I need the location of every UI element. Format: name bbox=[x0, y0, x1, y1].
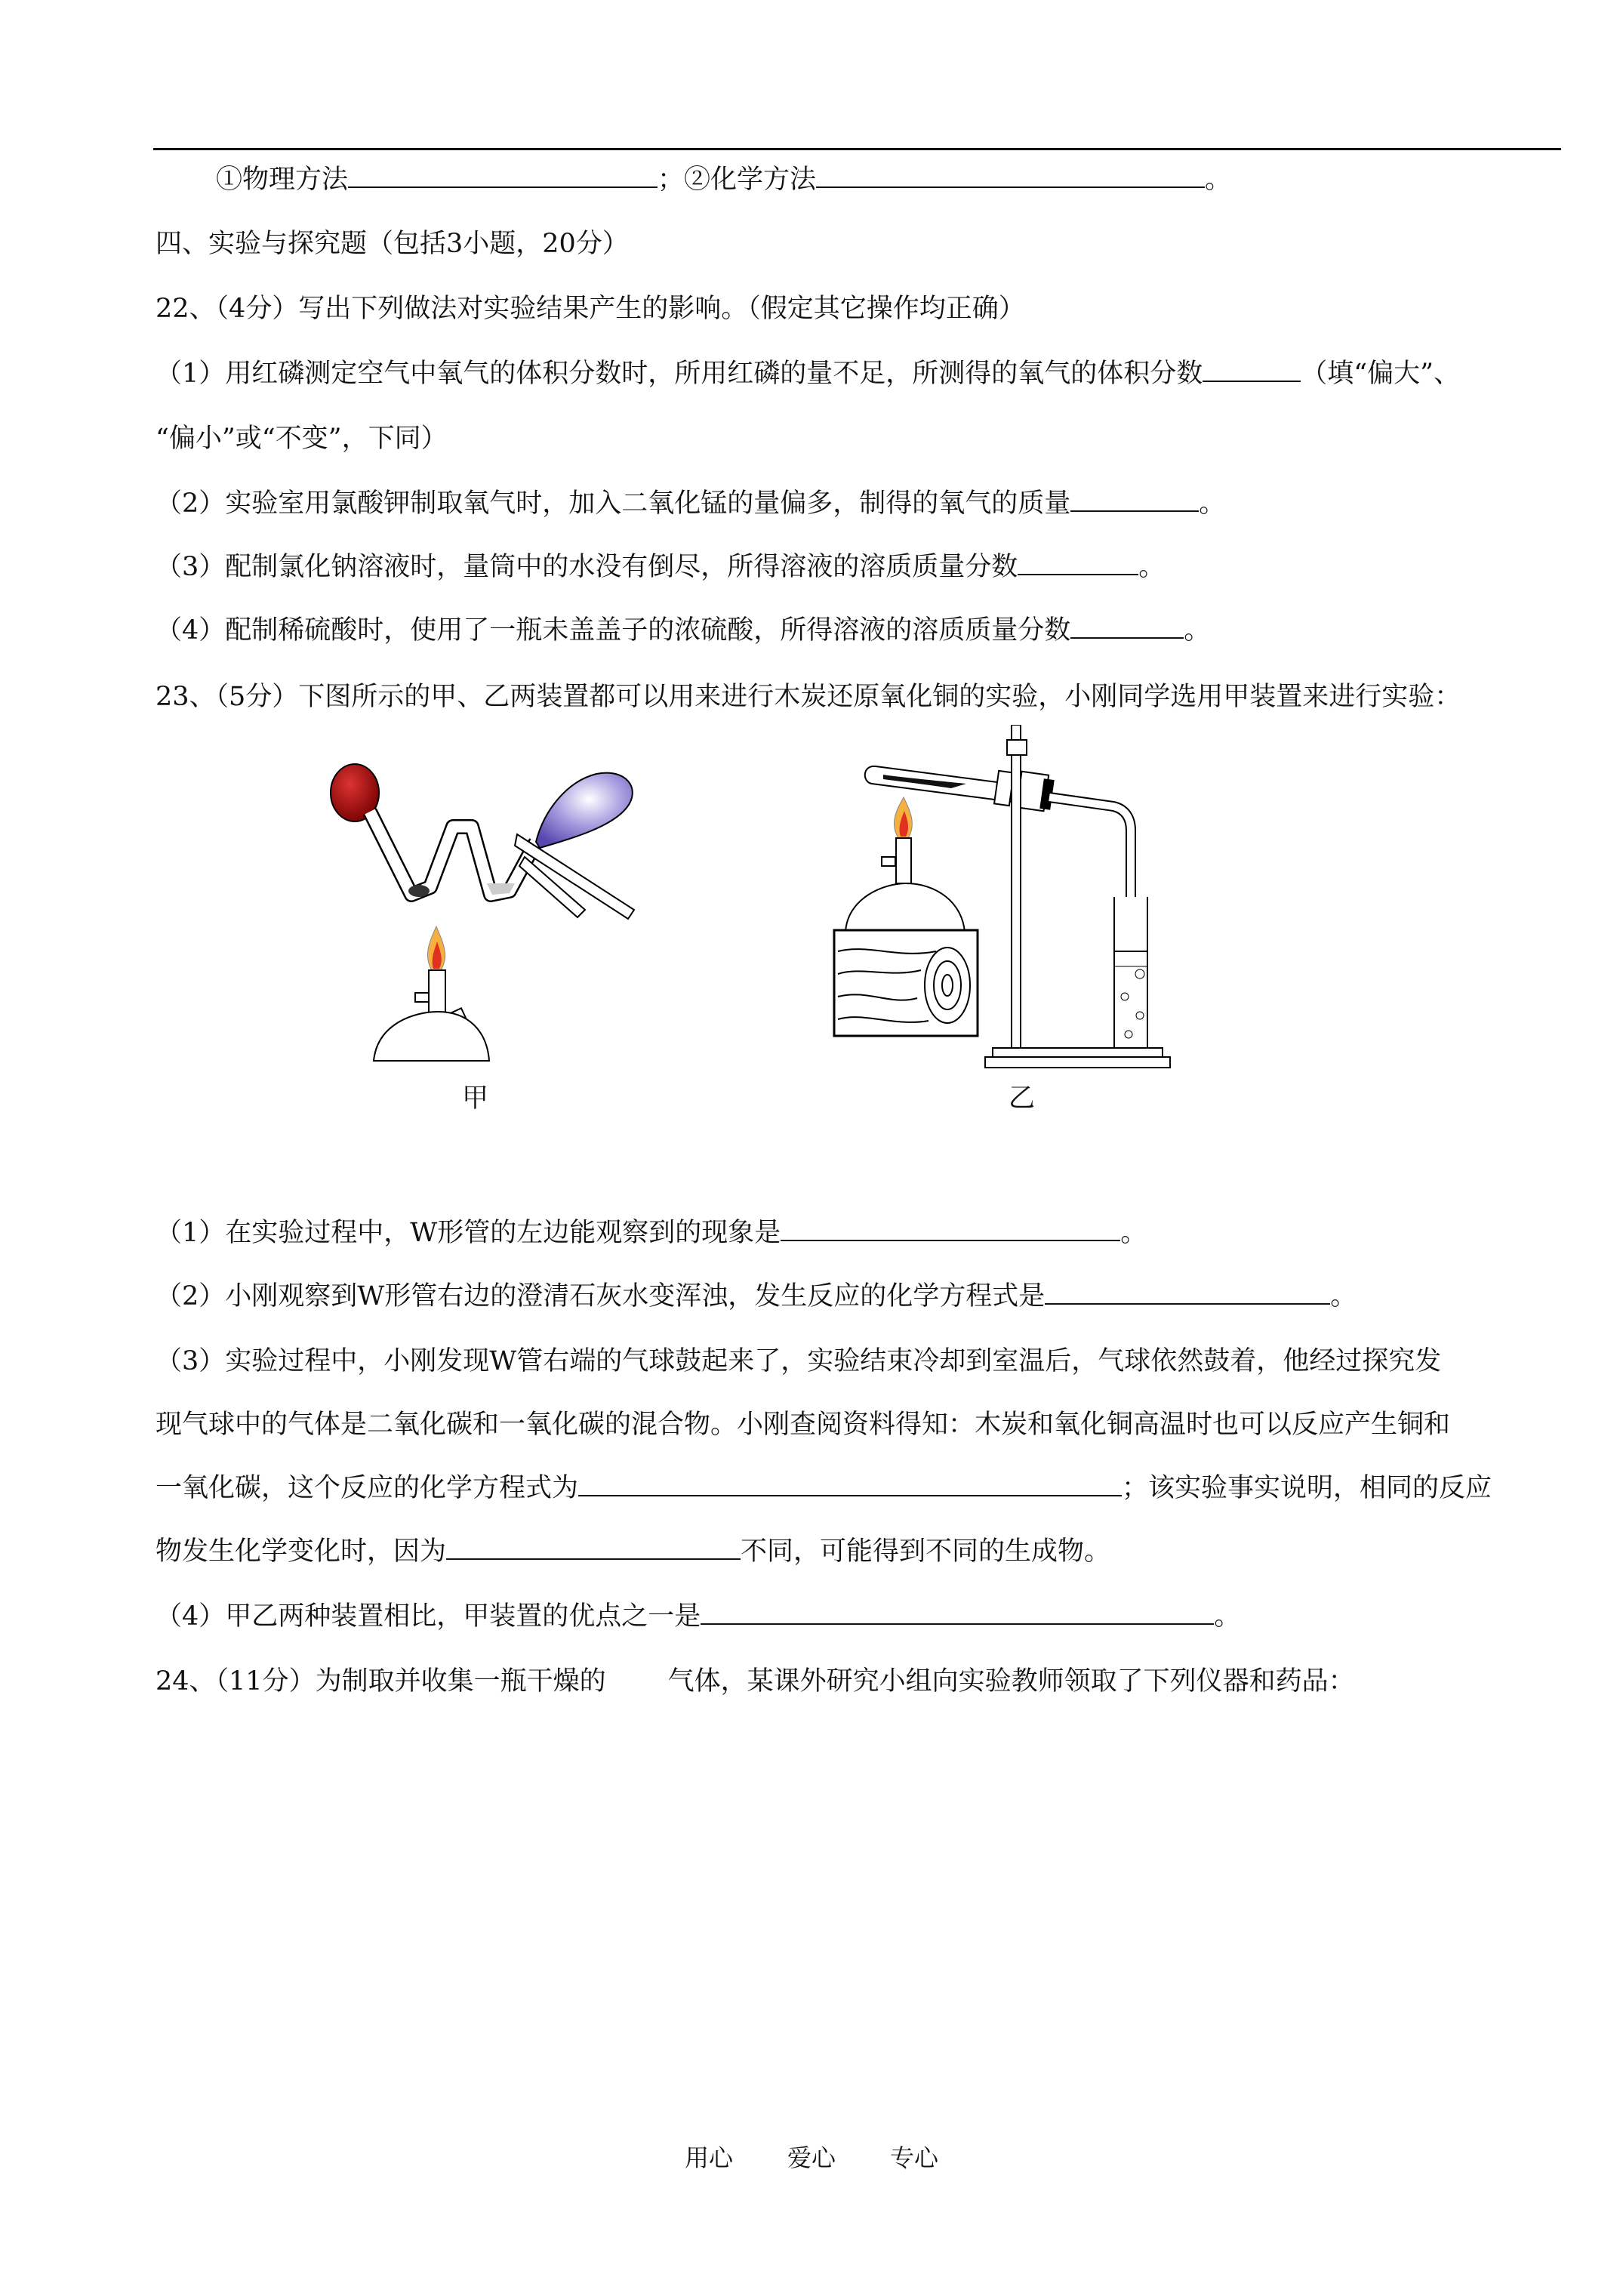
q23-item2: （2）小刚观察到W形管右边的澄清石灰水变浑浊，发生反应的化学方程式是 。 bbox=[156, 1277, 1357, 1315]
q23-item1: （1）在实验过程中，W形管的左边能观察到的现象是 。 bbox=[156, 1214, 1147, 1252]
q24-title: 24、（11分）为制取并收集一瓶干燥的 气体，某课外研究小组向实验教师领取了下列仪器和药品： bbox=[156, 1666, 1355, 1697]
q23-item4: （4）甲乙两种装置相比，甲装置的优点之一是 。 bbox=[156, 1598, 1240, 1635]
q22-item1: （1）用红磷测定空气中氧气的体积分数时，所用红磷的量不足，所测得的氧气的体积分数 （填“偏大”、 bbox=[156, 355, 1460, 393]
q22-item1-blank[interactable] bbox=[1203, 355, 1301, 382]
q22-item4-blank[interactable] bbox=[1070, 612, 1184, 639]
q22-item3-blank[interactable] bbox=[1018, 548, 1138, 575]
q23-item3-reason-blank[interactable] bbox=[446, 1533, 741, 1560]
q22-item4: （4）配制稀硫酸时，使用了一瓶未盖盖子的浓硫酸，所得溶液的溶质质量分数 。 bbox=[156, 612, 1210, 649]
q23-item3-line2: 现气球中的气体是二氧化碳和一氧化碳的混合物。小刚查阅资料得知：木炭和氧化铜高温时也可以反应产生铜和 bbox=[156, 1410, 1451, 1440]
q23-item3-line3: 一氧化碳，这个反应的化学方程式为 ；该实验事实说明，相同的反应 bbox=[156, 1469, 1492, 1507]
physical-method-blank[interactable] bbox=[348, 161, 658, 188]
physical-method-label: ①物理方法 bbox=[216, 165, 349, 195]
q22-item2-blank[interactable] bbox=[1070, 485, 1199, 512]
q23-title: 23、（5分）下图所示的甲、乙两装置都可以用来进行木炭还原氧化铜的实验，小刚同学选用甲装置来进行实验： bbox=[156, 682, 1461, 712]
burner-base bbox=[374, 1012, 489, 1061]
q22-item3: （3）配制氯化钠溶液时，量筒中的水没有倒尽，所得溶液的溶质质量分数 。 bbox=[156, 548, 1165, 586]
w-tube-apparatus-figure bbox=[317, 751, 649, 1068]
q23-item1-blank[interactable] bbox=[781, 1214, 1120, 1241]
receiving-test-tube bbox=[1114, 897, 1147, 1060]
fig-label-yi: 乙 bbox=[1009, 1083, 1036, 1114]
methods-line: ①物理方法 ；②化学方法 。 bbox=[216, 161, 1231, 199]
q22-title: 22、（4分）写出下列做法对实验结果产生的影响。（假定其它操作均正确） bbox=[156, 294, 1025, 324]
q23-item3-line1: （3）实验过程中，小刚发现W管右端的气球鼓起来了，实验结束冷却到室温后，气球依然鼓着，他经过探究发 bbox=[156, 1346, 1442, 1376]
q23-item2-blank[interactable] bbox=[1045, 1277, 1330, 1305]
q23-item4-blank[interactable] bbox=[701, 1598, 1214, 1625]
fig-label-jia: 甲 bbox=[462, 1083, 489, 1114]
section-heading: 四、实验与探究题（包括3小题，20分） bbox=[156, 229, 629, 259]
header-rule bbox=[153, 148, 1561, 150]
reagent-powder bbox=[408, 885, 430, 897]
test-tube-stand-apparatus-figure bbox=[823, 725, 1178, 1072]
chemical-method-label: ②化学方法 bbox=[684, 165, 817, 195]
q22-item2: （2）实验室用氯酸钾制取氧气时，加入二氧化锰的量偏多，制得的氧气的质量 。 bbox=[156, 485, 1225, 522]
purple-balloon bbox=[536, 773, 633, 848]
q23-item3-line4: 物发生化学变化时，因为 不同，可能得到不同的生成物。 bbox=[156, 1533, 1110, 1570]
q22-item1-cont: “偏小”或“不变”，下同） bbox=[156, 424, 448, 454]
page-footer: 用心 爱心 专心 bbox=[684, 2143, 939, 2172]
q23-item3-equation-blank[interactable] bbox=[578, 1469, 1122, 1496]
stand-rod bbox=[1012, 725, 1021, 1049]
chemical-method-blank[interactable] bbox=[816, 161, 1205, 188]
